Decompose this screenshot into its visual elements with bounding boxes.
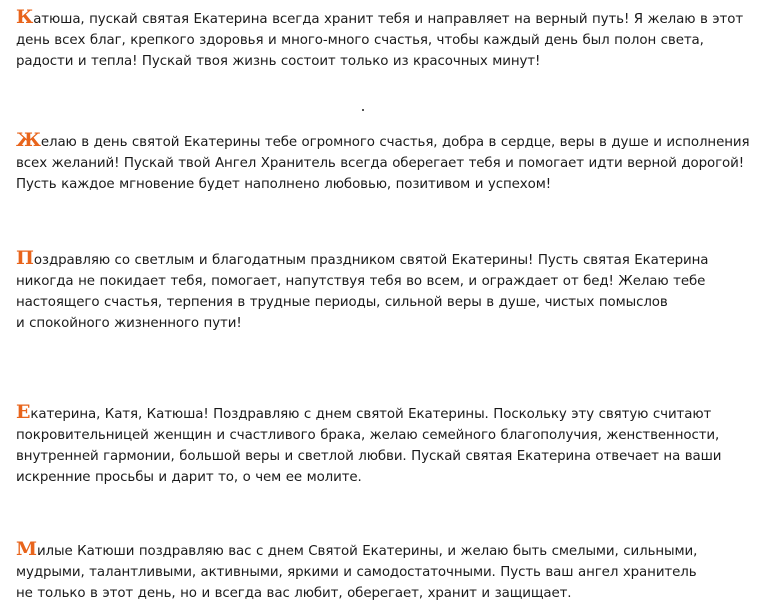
greeting-paragraph-5 — [16, 539, 752, 604]
drop-initial: Ж — [16, 129, 41, 151]
greeting-paragraph-2 — [16, 130, 752, 195]
greeting-line: и спокойного жизненного пути! — [16, 316, 242, 331]
greeting-line: радости и тепла! Пускай твоя жизнь состоит только из красочных минут! — [16, 54, 541, 69]
greeting-line — [16, 402, 752, 425]
greeting-line — [16, 539, 752, 562]
greeting-line — [16, 130, 752, 153]
greeting-line — [16, 248, 752, 271]
greeting-paragraph-4 — [16, 402, 752, 488]
greeting-line: внутренней гармонии, большой веры и светлой любви. Пускай святая Екатерина отвечает на ваши — [16, 449, 722, 464]
drop-initial: М — [16, 538, 37, 560]
greeting-text: елаю в день святой Екатерины тебе огромного счастья, добра в сердце, веры в душе и исполнения — [40, 135, 750, 150]
greeting-line: не только в этот день, но и всегда вас любит, оберегает, хранит и защищает. — [16, 586, 572, 601]
greeting-text: илые Катюши поздравляю вас с днем Святой Екатерины, и желаю быть смелыми, сильными, — [36, 544, 698, 559]
greeting-line: настоящего счастья, терпения в трудные периоды, сильной веры в душе, чистых помыслов — [16, 295, 668, 310]
decorative-dot — [362, 109, 364, 111]
greeting-line: покровительницей женщин и счастливого брака, желаю семейного благополучия, женственности, — [16, 428, 720, 443]
greeting-line: никогда не покидает тебя, помогает, напутствуя тебя во всем, и ограждает от бед! Желаю тебе — [16, 274, 706, 289]
greeting-line — [16, 7, 752, 30]
greeting-line: Пусть каждое мгновение будет наполнено любовью, позитивом и успехом! — [16, 177, 551, 192]
greeting-paragraph-1 — [16, 7, 752, 72]
greeting-text: атюша, пускай святая Екатерина всегда хранит тебя и направляет на верный путь! Я желаю в этот — [33, 12, 744, 27]
greeting-line: искренние просьбы и дарит то, о чем ее молите. — [16, 470, 362, 485]
drop-initial: Е — [16, 401, 31, 423]
drop-initial: К — [16, 6, 34, 28]
greeting-text: оздравляю со светлым и благодатным праздником святой Екатерины! Пусть святая Екатерина — [33, 253, 709, 268]
greeting-paragraph-3 — [16, 248, 752, 334]
drop-initial: П — [16, 247, 34, 269]
greeting-text: катерина, Катя, Катюша! Поздравляю с днем святой Екатерины. Поскольку эту святую считают — [30, 407, 712, 422]
greeting-line: всех желаний! Пускай твой Ангел Хранитель всегда оберегает тебя и помогает идти верной дорогой! — [16, 156, 745, 171]
greeting-line: мудрыми, талантливыми, активными, яркими и самодостаточными. Пусть ваш ангел хранитель — [16, 565, 697, 580]
greeting-line: день всех благ, крепкого здоровья и много-много счастья, чтобы каждый день был полон света, — [16, 33, 704, 48]
